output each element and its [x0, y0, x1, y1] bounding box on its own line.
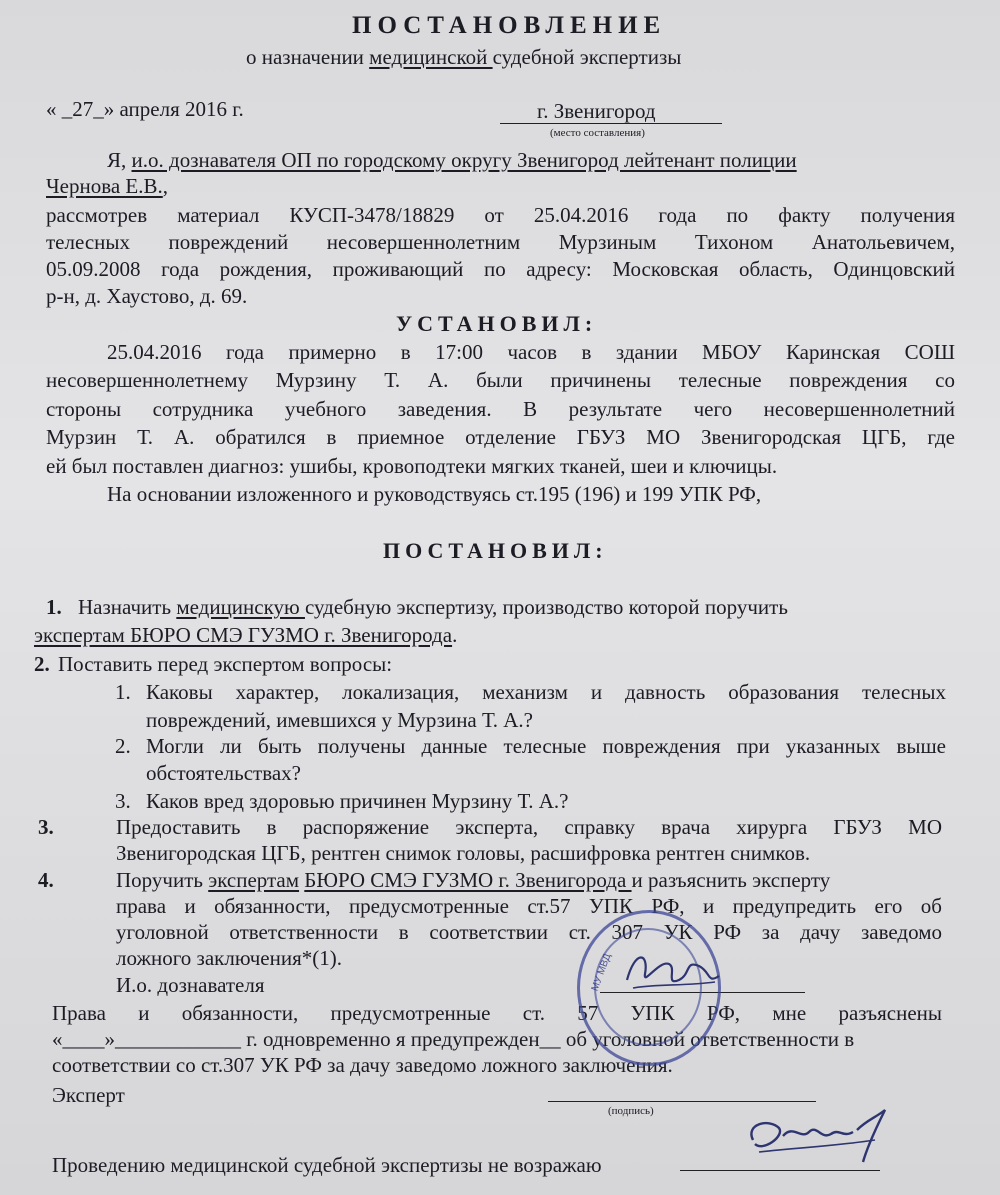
- question-2-line-2: обстоятельствах?: [146, 761, 301, 785]
- consent-signature: [735, 1100, 905, 1180]
- item-2-number: 2.: [34, 652, 50, 676]
- resolved-heading: ПОСТАНОВИЛ:: [383, 538, 608, 563]
- item-4-number: 4.: [38, 868, 54, 892]
- officer-name: Чернова Е.В.: [46, 174, 163, 198]
- intro-line-3: рассмотрев материал КУСП-3478/18829 от 25.04.2016 года по факту получения: [46, 203, 955, 227]
- signature-caption: (подпись): [608, 1105, 654, 1117]
- established-line-4: Мурзин Т. А. обратился в приемное отделение ГБУЗ МО Звенигородская ЦГБ, где: [46, 425, 955, 449]
- item-1-suffix: судебную экспертизу, производство которой поручить: [304, 595, 788, 619]
- item-2-text: Поставить перед экспертом вопросы:: [58, 652, 393, 676]
- document-subtitle: [246, 44, 681, 70]
- officer-name-comma: ,: [162, 174, 169, 198]
- established-line-6: На основании изложенного и руководствуясь ст.195 (196) и 199 УПК РФ,: [107, 482, 762, 506]
- item-3-line-2: Звенигородская ЦГБ, рентген снимок головы, расшифровка рентген снимков.: [116, 841, 811, 865]
- document-place: г. Звенигород: [537, 99, 656, 123]
- question-1-number: 1.: [115, 680, 131, 704]
- intro-line-2: [46, 173, 168, 199]
- rights-line-2: «____»____________ г. одновременно я предупрежден__ об уголовной ответственности в: [52, 1027, 855, 1051]
- item-1-period: .: [452, 623, 458, 647]
- item-4-bureau: БЮРО СМЭ ГУЗМО г. Звенигорода: [304, 868, 632, 892]
- subtitle-suffix: судебной экспертизы: [492, 45, 682, 69]
- established-line-3: стороны сотрудника учебного заведения. В результате чего несовершеннолетний: [46, 397, 955, 421]
- item-3-line-1: Предоставить в распоряжение эксперта, справку врача хирурга ГБУЗ МО: [116, 815, 942, 839]
- question-1-line-2: повреждений, имевшихся у Мурзина Т. А.?: [146, 708, 533, 732]
- item-4-line-2: права и обязанности, предусмотренные ст.57 УПК РФ, и предупредить его об: [116, 894, 942, 918]
- item-1-prefix: Назначить: [78, 595, 177, 619]
- investigator-signature: [615, 940, 735, 1010]
- item-3-number: 3.: [38, 815, 54, 839]
- question-2-line-1: Могли ли быть получены данные телесные повреждения при указанных выше: [146, 734, 946, 758]
- place-caption: (место составления): [550, 127, 645, 139]
- rights-line-1: Права и обязанности, предусмотренные ст. 57 УПК РФ, мне разъяснены: [52, 1001, 942, 1025]
- consent-text: Проведению медицинской судебной экспертизы не возражаю: [52, 1153, 602, 1177]
- item-4-line-1: [116, 867, 830, 893]
- established-line-5: ей был поставлен диагноз: ушибы, кровоподтеки мягких тканей, шеи и ключицы.: [46, 454, 778, 478]
- subtitle-prefix: о назначении: [246, 45, 370, 69]
- officer-title: и.о. дознавателя ОП по городскому округу Звенигород лейтенант полиции: [131, 148, 797, 172]
- document-date: « _27_» апреля 2016 г.: [46, 97, 244, 121]
- item-4-prefix: Поручить: [116, 868, 209, 892]
- item-1-line-2: [34, 622, 457, 648]
- item-4-line-4: ложного заключения*(1).: [116, 946, 342, 970]
- established-line-2: несовершеннолетнему Мурзину Т. А. были причинены телесные повреждения со: [46, 368, 955, 392]
- item-1-number: 1.: [46, 595, 62, 619]
- expert-label: Эксперт: [52, 1083, 125, 1107]
- intro-line-5: 05.09.2008 года рождения, проживающий по адресу: Московская область, Одинцовский: [46, 257, 955, 281]
- subtitle-underlined: медицинской: [369, 45, 493, 69]
- question-3-number: 3.: [115, 789, 131, 813]
- question-3-line-1: Каков вред здоровью причинен Мурзину Т. А.?: [146, 789, 569, 813]
- item-1-underlined: медицинскую: [176, 595, 305, 619]
- acting-investigator-label: И.о. дознавателя: [116, 973, 265, 997]
- established-line-1: 25.04.2016 года примерно в 17:00 часов в здании МБОУ Каринская СОШ: [107, 340, 955, 364]
- item-1-bureau: экспертам БЮРО СМЭ ГУЗМО г. Звенигорода: [34, 623, 453, 647]
- established-heading: УСТАНОВИЛ:: [396, 311, 598, 336]
- stamp-rim-lettering: МУ МВД: [589, 952, 614, 993]
- item-4-suffix: и разъяснить эксперту: [631, 868, 831, 892]
- intro-line-6: р-н, д. Хаустово, д. 69.: [46, 284, 248, 308]
- item-1-line-1: [78, 594, 954, 620]
- document-title: ПОСТАНОВЛЕНИЕ: [352, 12, 667, 39]
- intro-line-4: телесных повреждений несовершеннолетним Мурзиным Тихоном Анатольевичем,: [46, 230, 955, 254]
- item-4-line-3: уголовной ответственности в соответствии ст. 307 УК РФ за дачу заведомо: [116, 920, 942, 944]
- rights-line-3: соответствии со ст.307 УК РФ за дачу заведомо ложного заключения.: [52, 1053, 673, 1077]
- question-2-number: 2.: [115, 734, 131, 758]
- question-1-line-1: Каковы характер, локализация, механизм и давность образования телесных: [146, 680, 946, 704]
- item-4-experts: экспертам: [208, 868, 300, 892]
- intro-prefix: Я,: [107, 148, 132, 172]
- intro-line-1: [107, 147, 797, 173]
